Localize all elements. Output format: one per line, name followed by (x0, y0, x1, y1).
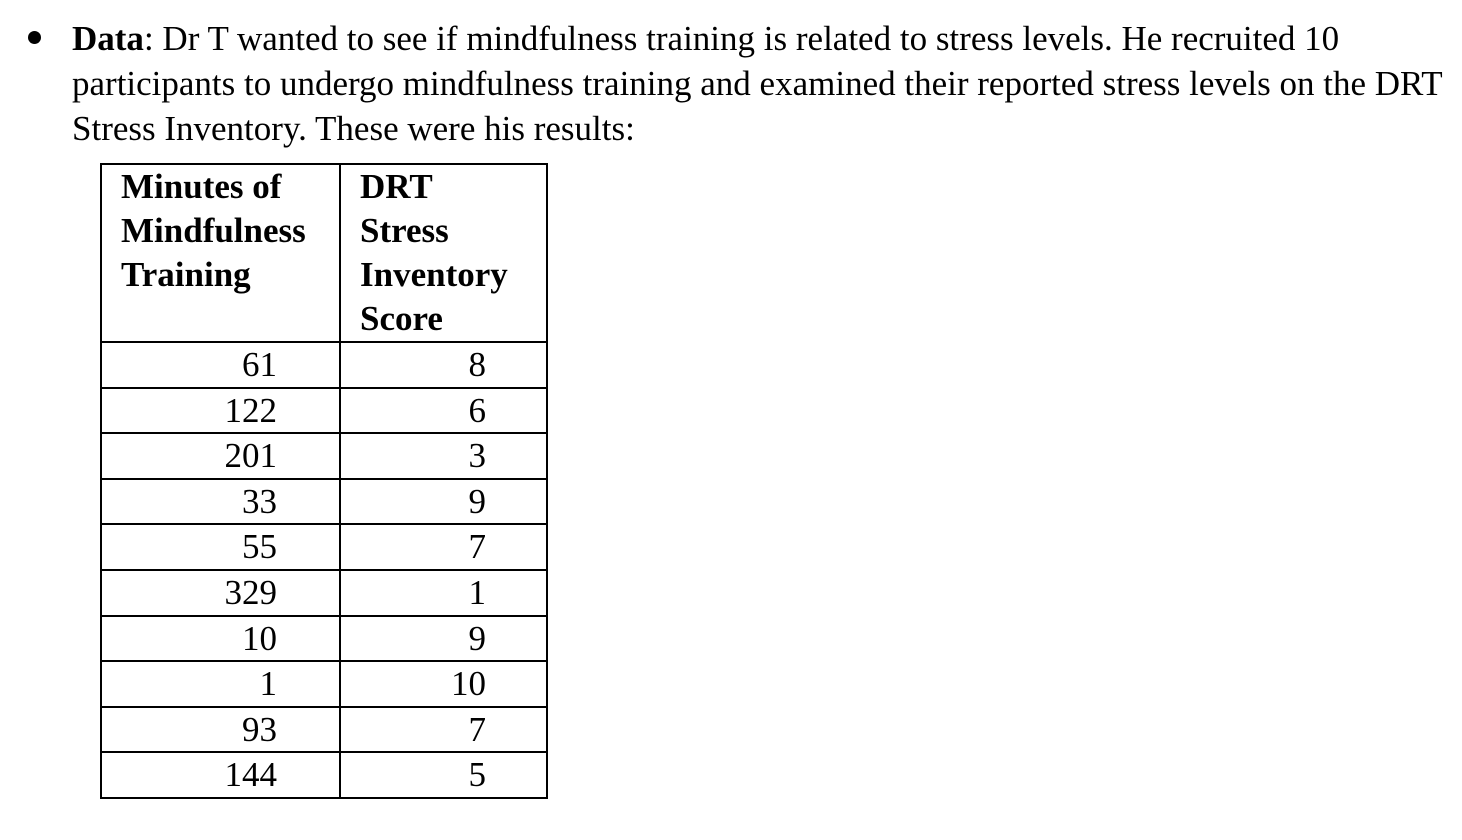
header-score-line: Inventory (360, 255, 508, 294)
score-cell: 9 (340, 616, 547, 662)
table-row (101, 479, 547, 525)
table-row (101, 707, 547, 753)
data-description: : Dr T wanted to see if mindfulness training is related to stress levels. He recruited 10 participants to undergo mindfulness training and examined their reported stress levels on the DRT Stress Inventory. These were his results: (72, 19, 1443, 148)
minutes-cell: 93 (101, 707, 340, 753)
score-cell: 7 (340, 524, 547, 570)
table-row (101, 661, 547, 707)
header-minutes-line: Training (121, 255, 251, 294)
header-score-line: DRT (360, 167, 433, 206)
table-row (101, 433, 547, 479)
minutes-cell: 33 (101, 479, 340, 525)
bullet-point (28, 31, 41, 44)
table-row (101, 342, 547, 388)
header-minutes-line: Mindfulness (121, 211, 306, 250)
header-minutes-line: Minutes of (121, 167, 282, 206)
table-row (101, 524, 547, 570)
score-cell: 8 (340, 342, 547, 388)
data-label: Data (72, 19, 144, 58)
minutes-cell: 61 (101, 342, 340, 388)
minutes-cell: 201 (101, 433, 340, 479)
results-table (100, 163, 548, 799)
score-cell: 1 (340, 570, 547, 616)
score-cell: 3 (340, 433, 547, 479)
table-header-row (101, 164, 547, 342)
header-score-line: Score (360, 299, 443, 338)
minutes-cell: 329 (101, 570, 340, 616)
score-cell: 10 (340, 661, 547, 707)
minutes-cell: 55 (101, 524, 340, 570)
score-cell: 5 (340, 752, 547, 798)
minutes-cell: 122 (101, 388, 340, 434)
table-row (101, 752, 547, 798)
minutes-cell: 1 (101, 661, 340, 707)
table-row (101, 616, 547, 662)
header-minutes (101, 164, 340, 342)
header-score-line: Stress (360, 211, 449, 250)
minutes-cell: 10 (101, 616, 340, 662)
score-cell: 7 (340, 707, 547, 753)
score-cell: 6 (340, 388, 547, 434)
minutes-cell: 144 (101, 752, 340, 798)
header-score (340, 164, 547, 342)
table-row (101, 388, 547, 434)
score-cell: 9 (340, 479, 547, 525)
table-row (101, 570, 547, 616)
data-paragraph (72, 16, 1452, 151)
